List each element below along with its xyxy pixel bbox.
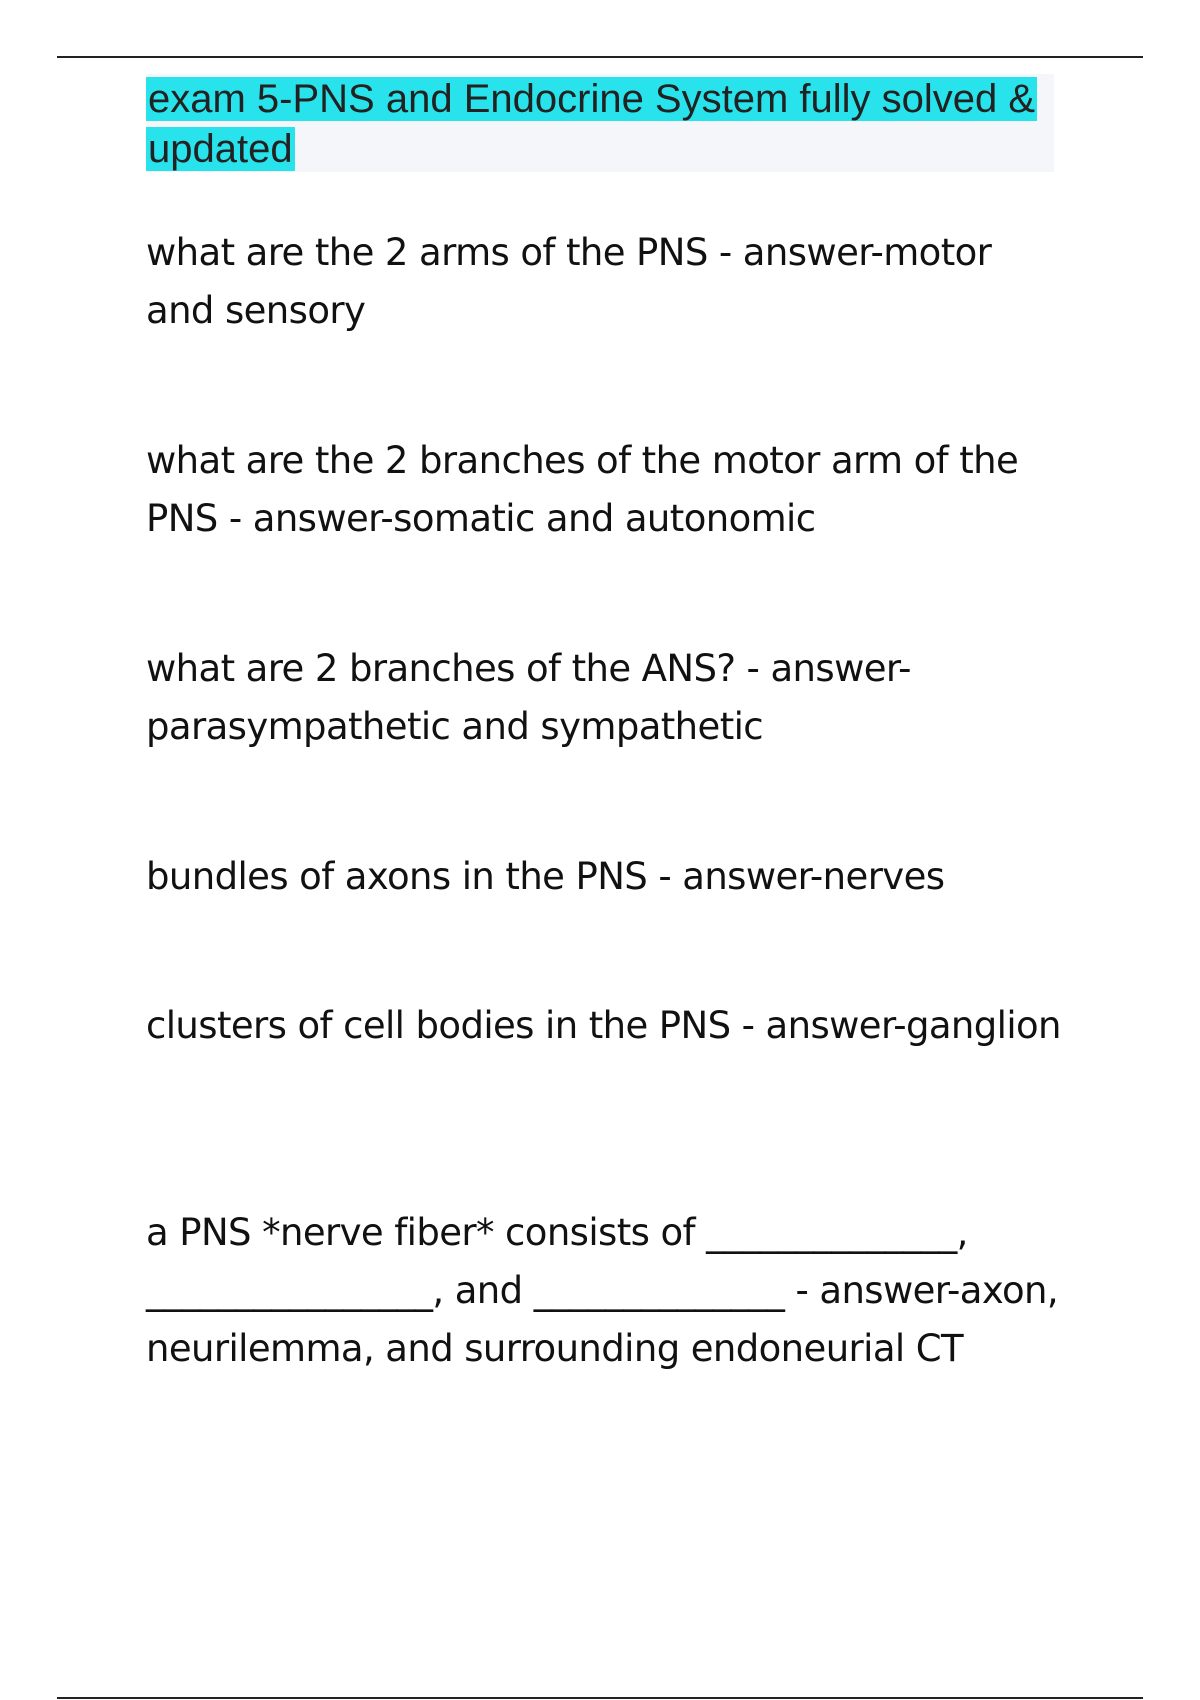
qa-item-5: clusters of cell bodies in the PNS - answer-ganglion [146, 1004, 1061, 1047]
qa-item-2: what are the 2 branches of the motor arm of the PNS - answer-somatic and autonomic [146, 439, 1019, 540]
bottom-divider [57, 1697, 1143, 1699]
qa-item-4: bundles of axons in the PNS - answer-nerves [146, 855, 945, 898]
qa-item-1: what are the 2 arms of the PNS - answer-motor and sensory [146, 231, 992, 332]
title-block [146, 74, 1054, 172]
top-divider [57, 56, 1143, 58]
title-highlight: exam 5-PNS and Endocrine System fully solved & updated [148, 77, 1036, 171]
qa-item-3: what are 2 branches of the ANS? - answer-parasympathetic and sympathetic [146, 647, 911, 748]
qa-item-6: a PNS *nerve fiber* consists of ______________, ________________, and ______________ - answer-axon, neurilemma, and surrounding endoneurial CT [146, 1211, 1059, 1370]
page-title [146, 74, 1054, 174]
